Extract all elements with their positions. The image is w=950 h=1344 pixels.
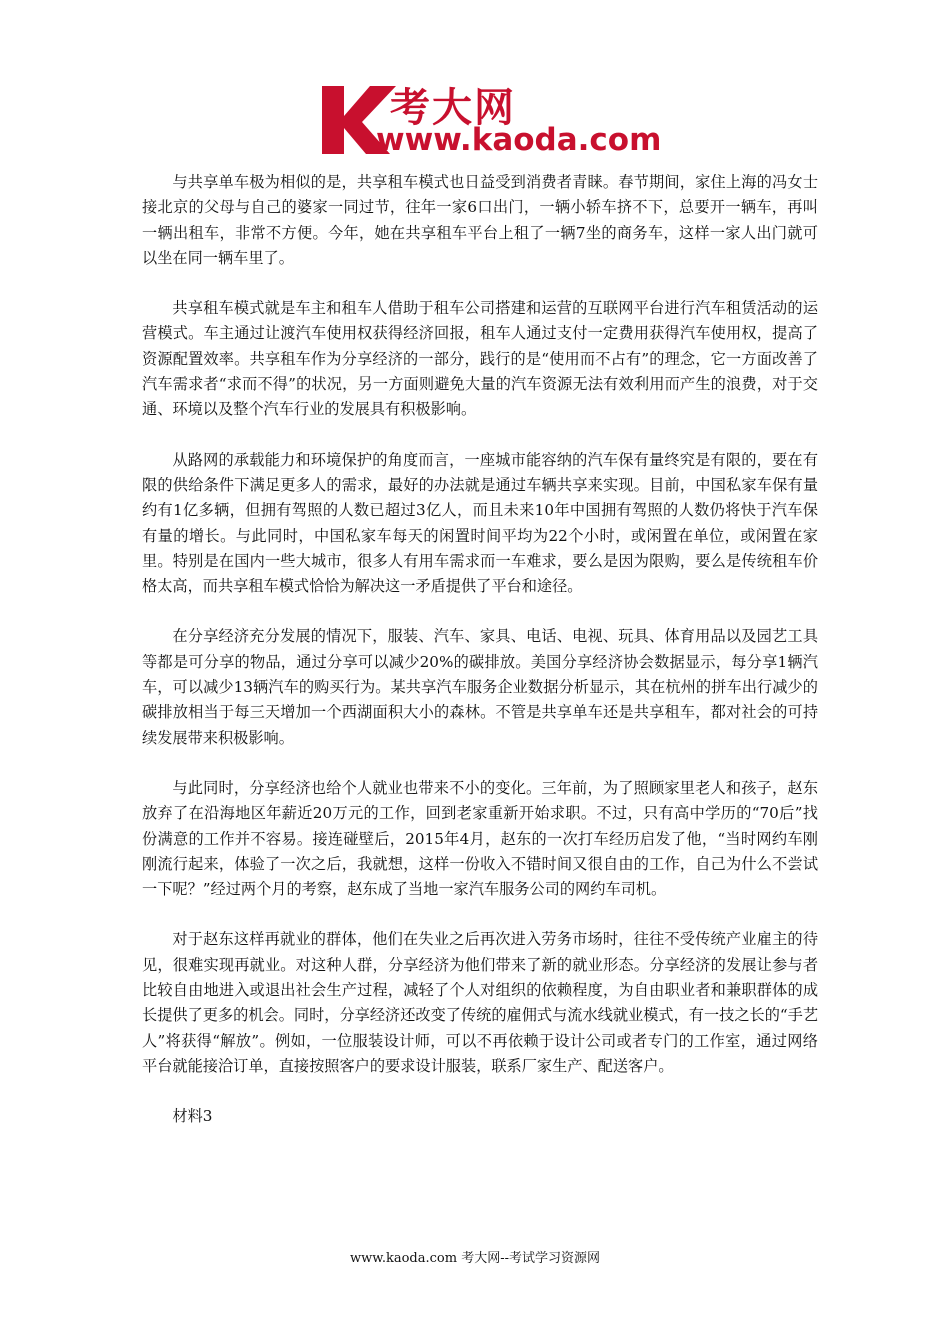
paragraph: 与共享单车极为相似的是，共享租车模式也日益受到消费者青睐。春节期间，家住上海的冯女士接北京的父母与自己的婆家一同过节，往年一家6口出门，一辆小轿车挤不下，总要开一辆车，再叫一辆出租车，非常不方便。今年，她在共享租车平台上租了一辆7坐的商务车，这样一家人出门就可以坐在同一辆车里了。: [142, 173, 818, 267]
article-body: [142, 170, 818, 1155]
paragraph: 对于赵东这样再就业的群体，他们在失业之后再次进入劳务市场时，往往不受传统产业雇主的待见，很难实现再就业。对这种人群，分享经济为他们带来了新的就业形态。分享经济的发展让参与者比较自由地进入或退出社会生产过程，减轻了个人对组织的依赖程度，为自由职业者和兼职群体的成长提供了更多的机会。同时，分享经济还改变了传统的雇佣式与流水线就业模式，有一技之长的“手艺人”将获得“解放”。例如，一位服装设计师，可以不再依赖于设计公司或者专门的工作室，通过网络平台就能接洽订单，直接按照客户的要求设计服装，联系厂家生产、配送客户。: [142, 930, 819, 1075]
paragraph: 共享租车模式就是车主和租车人借助于租车公司搭建和运营的互联网平台进行汽车租赁活动的运营模式。车主通过让渡汽车使用权获得经济回报，租车人通过支付一定费用获得汽车使用权，提高了资源配置效率。共享租车作为分享经济的一部分，践行的是“使用而不占有”的理念，它一方面改善了汽车需求者“求而不得”的状况，另一方面则避免大量的汽车资源无法有效利用而产生的浪费，对于交通、环境以及整个汽车行业的发展具有积极影响。: [142, 299, 818, 419]
brand-url: www.kaoda.com: [376, 122, 662, 158]
section-label: 材料3: [172, 1107, 213, 1126]
brand-name: 考大网: [390, 85, 516, 131]
kaoda-logo: [318, 78, 662, 160]
paragraph: 从路网的承载能力和环境保护的角度而言，一座城市能容纳的汽车保有量终究是有限的，要在有限的供给条件下满足更多人的需求，最好的办法就是通过车辆共享来实现。目前，中国私家车保有量约有1亿多辆，但拥有驾照的人数已超过3亿人，而且未来10年中国拥有驾照的人数仍将快于汽车保有量的增长。与此同时，中国私家车每天的闲置时间平均为22个小时，或闲置在单位，或闲置在家里。特别是在国内一些大城市，很多人有用车需求而一车难求，要么是因为限购，要么是传统租车价格太高，而共享租车模式恰恰为解决这一矛盾提供了平台和途径。: [142, 450, 818, 596]
paragraph: 与此同时，分享经济也给个人就业也带来不小的变化。三年前，为了照顾家里老人和孩子，赵东放弃了在沿海地区年薪近20万元的工作，回到老家重新开始求职。不过，只有高中学历的“70后”找份满意的工作并不容易。接连碰壁后，2015年4月，赵东的一次打车经历启发了他，“当时网约车刚刚流行起来，体验了一次之后，我就想，这样一份收入不错时间又很自由的工作，自己为什么不尝试一下呢？”经过两个月的考察，赵东成了当地一家汽车服务公司的网约车司机。: [142, 778, 818, 899]
page-footer: www.kaoda.com 考大网--考试学习资源网: [350, 1251, 600, 1266]
paragraph: 在分享经济充分发展的情况下，服装、汽车、家具、电话、电视、玩具、体育用品以及园艺工具等都是可分享的物品，通过分享可以减少20%的碳排放。美国分享经济协会数据显示，每分享1辆汽车，可以减少13辆汽车的购买行为。某共享汽车服务企业数据分析显示，其在杭州的拼车出行减少的碳排放相当于每三天增加一个西湖面积大小的森林。不管是共享单车还是共享租车，都对社会的可持续发展带来积极影响。: [142, 627, 818, 747]
